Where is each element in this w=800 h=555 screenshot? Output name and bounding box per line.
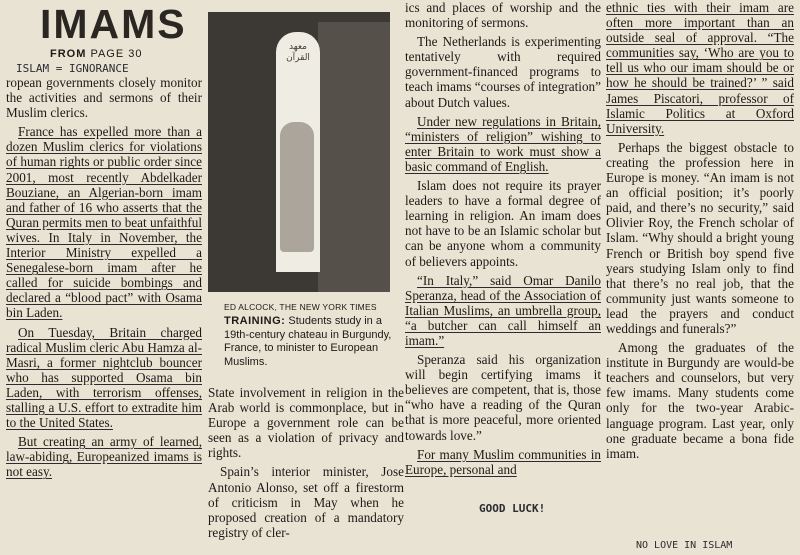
column-1-text (6, 75, 202, 479)
paragraph: State involvement in religion in the Arab world is commonplace, but in Europe a government role can be seen as a violation of privacy and rights. (208, 385, 404, 461)
from-label: FROM (50, 48, 87, 60)
paragraph: ethnic ties with their imam are often more important than an outside seal of approval. “The communities say, ‘Who are you to tell us who our imam should be or how he should be trained?’ ” said James Piscatori, professor of Islamic Politics at Oxford University. (606, 0, 794, 136)
paragraph: ics and places of worship and the monitoring of sermons. (405, 0, 601, 31)
paragraph: Among the graduates of the institute in Burgundy are would-be teachers and counselors, but very few imams. Many students come only for the two-year Arabic-language program. Last year, only one graduate became a bona fide imam. (606, 340, 794, 461)
column-4-text (606, 0, 794, 461)
paragraph: Islam does not require its prayer leaders to have a formal degree of learning in religion. An imam does not have to be an Islamic scholar but can be anyone whom a community of believers appoints. (405, 178, 601, 269)
photo-credit: ED ALCOCK, THE NEW YORK TIMES (224, 302, 377, 312)
paragraph: But creating an army of learned, law-abiding, Europeanized imams is not easy. (6, 434, 202, 480)
handwritten-note-bottom: NO LOVE IN ISLAM (636, 540, 733, 551)
headline: IMAMS (40, 1, 187, 47)
column-4 (606, 0, 794, 465)
column-1 (6, 0, 202, 483)
paragraph: For many Muslim communities in Europe, personal and (405, 446, 601, 477)
paragraph: ropean governments closely monitor the activities and sermons of their Muslim clerics. (6, 75, 202, 121)
paragraph: France has expelled more than a dozen Muslim clerics for violations of human rights or public order since 2001, most recently Abdelkader Bouziane, an Algerian-born imam and father of 16 who asserts that the Quran permits men to beat unfaithful wives. In Italy in November, the Interior Ministry expelled a Senegalese-born imam after he called for suicide bombings and declared a “blood pact” with Osama bin Laden. (6, 124, 202, 321)
photo-caption (224, 315, 402, 369)
paragraph: On Tuesday, Britain charged radical Muslim cleric Abu Hamza al-Masri, a former nightclub bouncer who has supported Osama bin Laden, with terrorism offenses, stalling a U.S. effort to extradite him to the United States. (6, 324, 202, 431)
handwritten-note-mid: GOOD LUCK! (479, 502, 546, 515)
from-page: PAGE 30 (90, 48, 143, 60)
paragraph: “In Italy,” said Omar Danilo Speranza, head of the Association of Italian Muslims, an umbrella group, “a butcher can call himself an imam.” (405, 272, 601, 348)
paragraph: Spain’s interior minister, Jose Antonio Alonso, set off a firestorm of criticism in May when he proposed creation of a mandatory registry of cler- (208, 464, 404, 540)
photo-arabic-sign: معهد القرآن (286, 42, 310, 63)
paragraph: Speranza said his organization will begin certifying imams it believes are competent, that is, those “who have a reading of the Quran that is more peaceful, more oriented towards love.” (405, 352, 601, 443)
paragraph: The Netherlands is experimenting tentatively with required government-financed programs to teach imams “courses of integration” about Dutch values. (405, 34, 601, 110)
column-3 (405, 0, 601, 481)
photo-figure (280, 122, 314, 252)
paragraph: Under new regulations in Britain, “ministers of religion” wishing to enter Britain to work must show a basic command of English. (405, 113, 601, 174)
caption-lead: TRAINING: (224, 315, 286, 327)
handwritten-note-top: ISLAM = IGNORANCE (16, 62, 129, 75)
paragraph: Perhaps the biggest obstacle to creating the profession here in Europe is money. “An imam is not an official position; it’s poorly paid, and there’s no security,” said Olivier Roy, the French scholar of Islam. “Why should a bright young French or British boy spend five years studying Islam only to find that there’s no real job, that the community just wants someone to lead the prayers and conduct weddings and funerals?” (606, 139, 794, 336)
column-3-text (405, 0, 601, 477)
column-2-text (208, 385, 404, 540)
photo-door (318, 22, 390, 292)
caption-text: Students study in a 19th-century chateau in Burgundy, France, to minister to European Muslims. (224, 315, 392, 368)
column-2 (208, 0, 404, 544)
continued-from (50, 48, 202, 60)
news-photo (208, 12, 390, 292)
